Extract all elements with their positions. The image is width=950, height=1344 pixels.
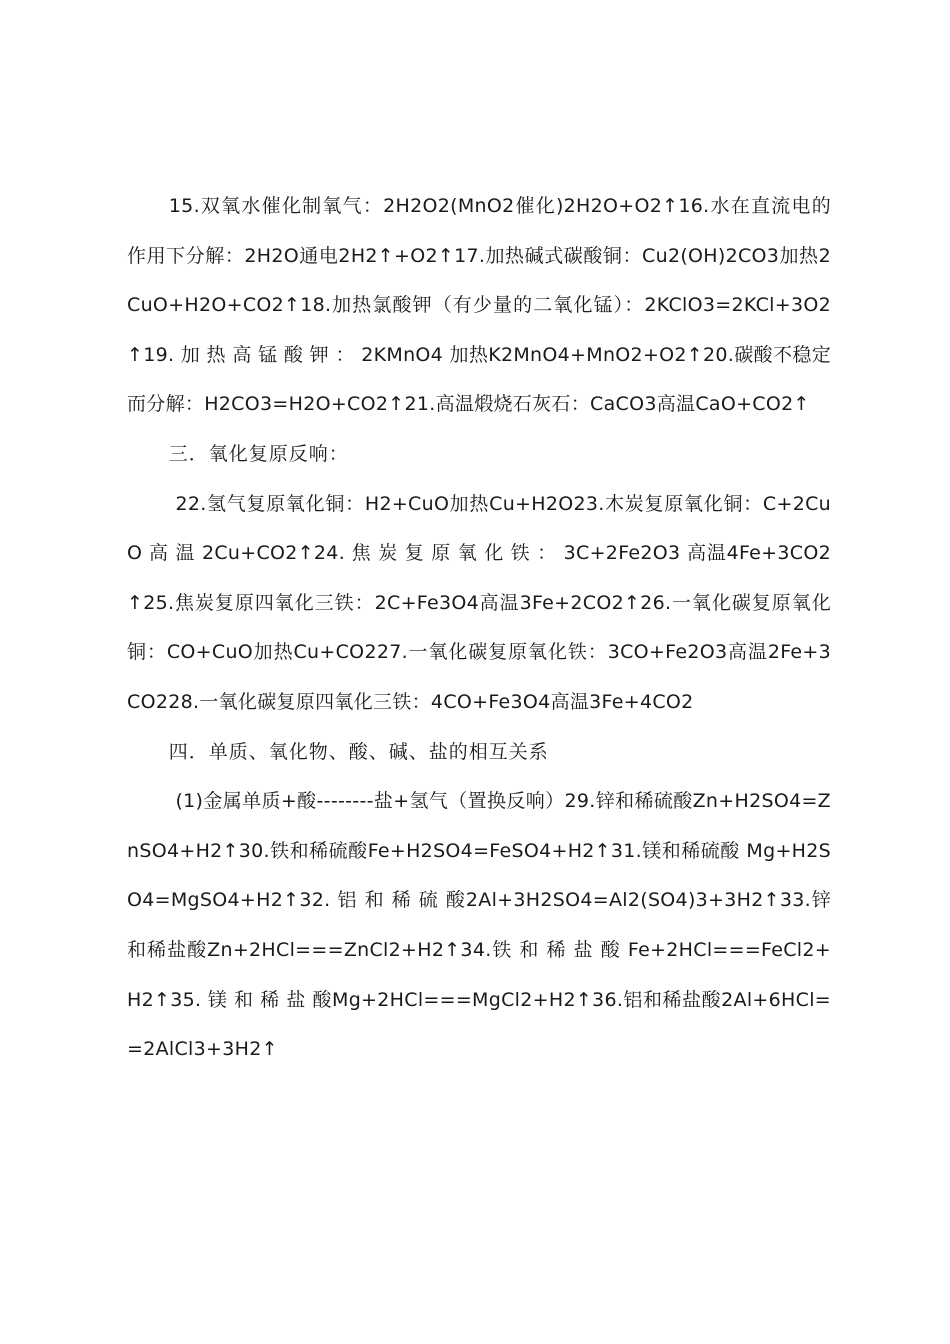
section-heading-relationships: 四．单质、氧化物、酸、碱、盐的相互关系 <box>168 740 549 763</box>
section-heading-redox: 三．氧化复原反响： <box>168 442 349 465</box>
document-body <box>127 182 831 1075</box>
paragraph-metal-acid-reactions: (1)金属单质+酸--------盐+氢气（置换反响）29.锌和稀硫酸Zn+H2SO4=ZnSO4+H2↑30.铁和稀硫酸Fe+H2SO4=FeSO4+H2↑31.镁和稀硫酸 Mg+H2SO4=MgSO4+H2↑32. 铝 和 稀 硫 酸2Al+3H2SO4=Al2(SO4)3+3H2↑33.锌和稀盐酸Zn+2HCl===ZnCl2+H2↑34.铁 和 稀 盐 酸 Fe+2HCl===FeCl2+H2↑35. 镁 和 稀 盐 酸Mg+2HCl===MgCl2+H2↑36.铝和稀盐酸2Al+6HCl==2AlCl3+3H2↑ <box>127 790 831 1061</box>
paragraph-redox-reactions: 22.氢气复原氧化铜：H2+CuO加热Cu+H2O23.木炭复原氧化铜：C+2CuO 高 温 2Cu+CO2↑24. 焦 炭 复 原 氧 化 铁 ： 3C+2Fe2O3 高温4Fe+3CO2↑25.焦炭复原四氧化三铁：2C+Fe3O4高温3Fe+2CO2↑26.一氧化碳复原氧化铜：CO+CuO加热Cu+CO227.一氧化碳复原氧化铁：3CO+Fe2O3高温2Fe+3CO228.一氧化碳复原四氧化三铁：4CO+Fe3O4高温3Fe+4CO2 <box>127 492 831 713</box>
paragraph-decomposition-reactions: 15.双氧水催化制氧气：2H2O2(MnO2催化)2H2O+O2↑16.水在直流电的作用下分解：2H2O通电2H2↑+O2↑17.加热碱式碳酸铜：Cu2(OH)2CO3加热2CuO+H2O+CO2↑18.加热氯酸钾（有少量的二氧化锰）：2KClO3=2KCl+3O2↑19. 加 热 高 锰 酸 钾 ： 2KMnO4 加热K2MnO4+MnO2+O2↑20.碳酸不稳定而分解：H2CO3=H2O+CO2↑21.高温煅烧石灰石：CaCO3高温CaO+CO2↑ <box>127 195 831 416</box>
